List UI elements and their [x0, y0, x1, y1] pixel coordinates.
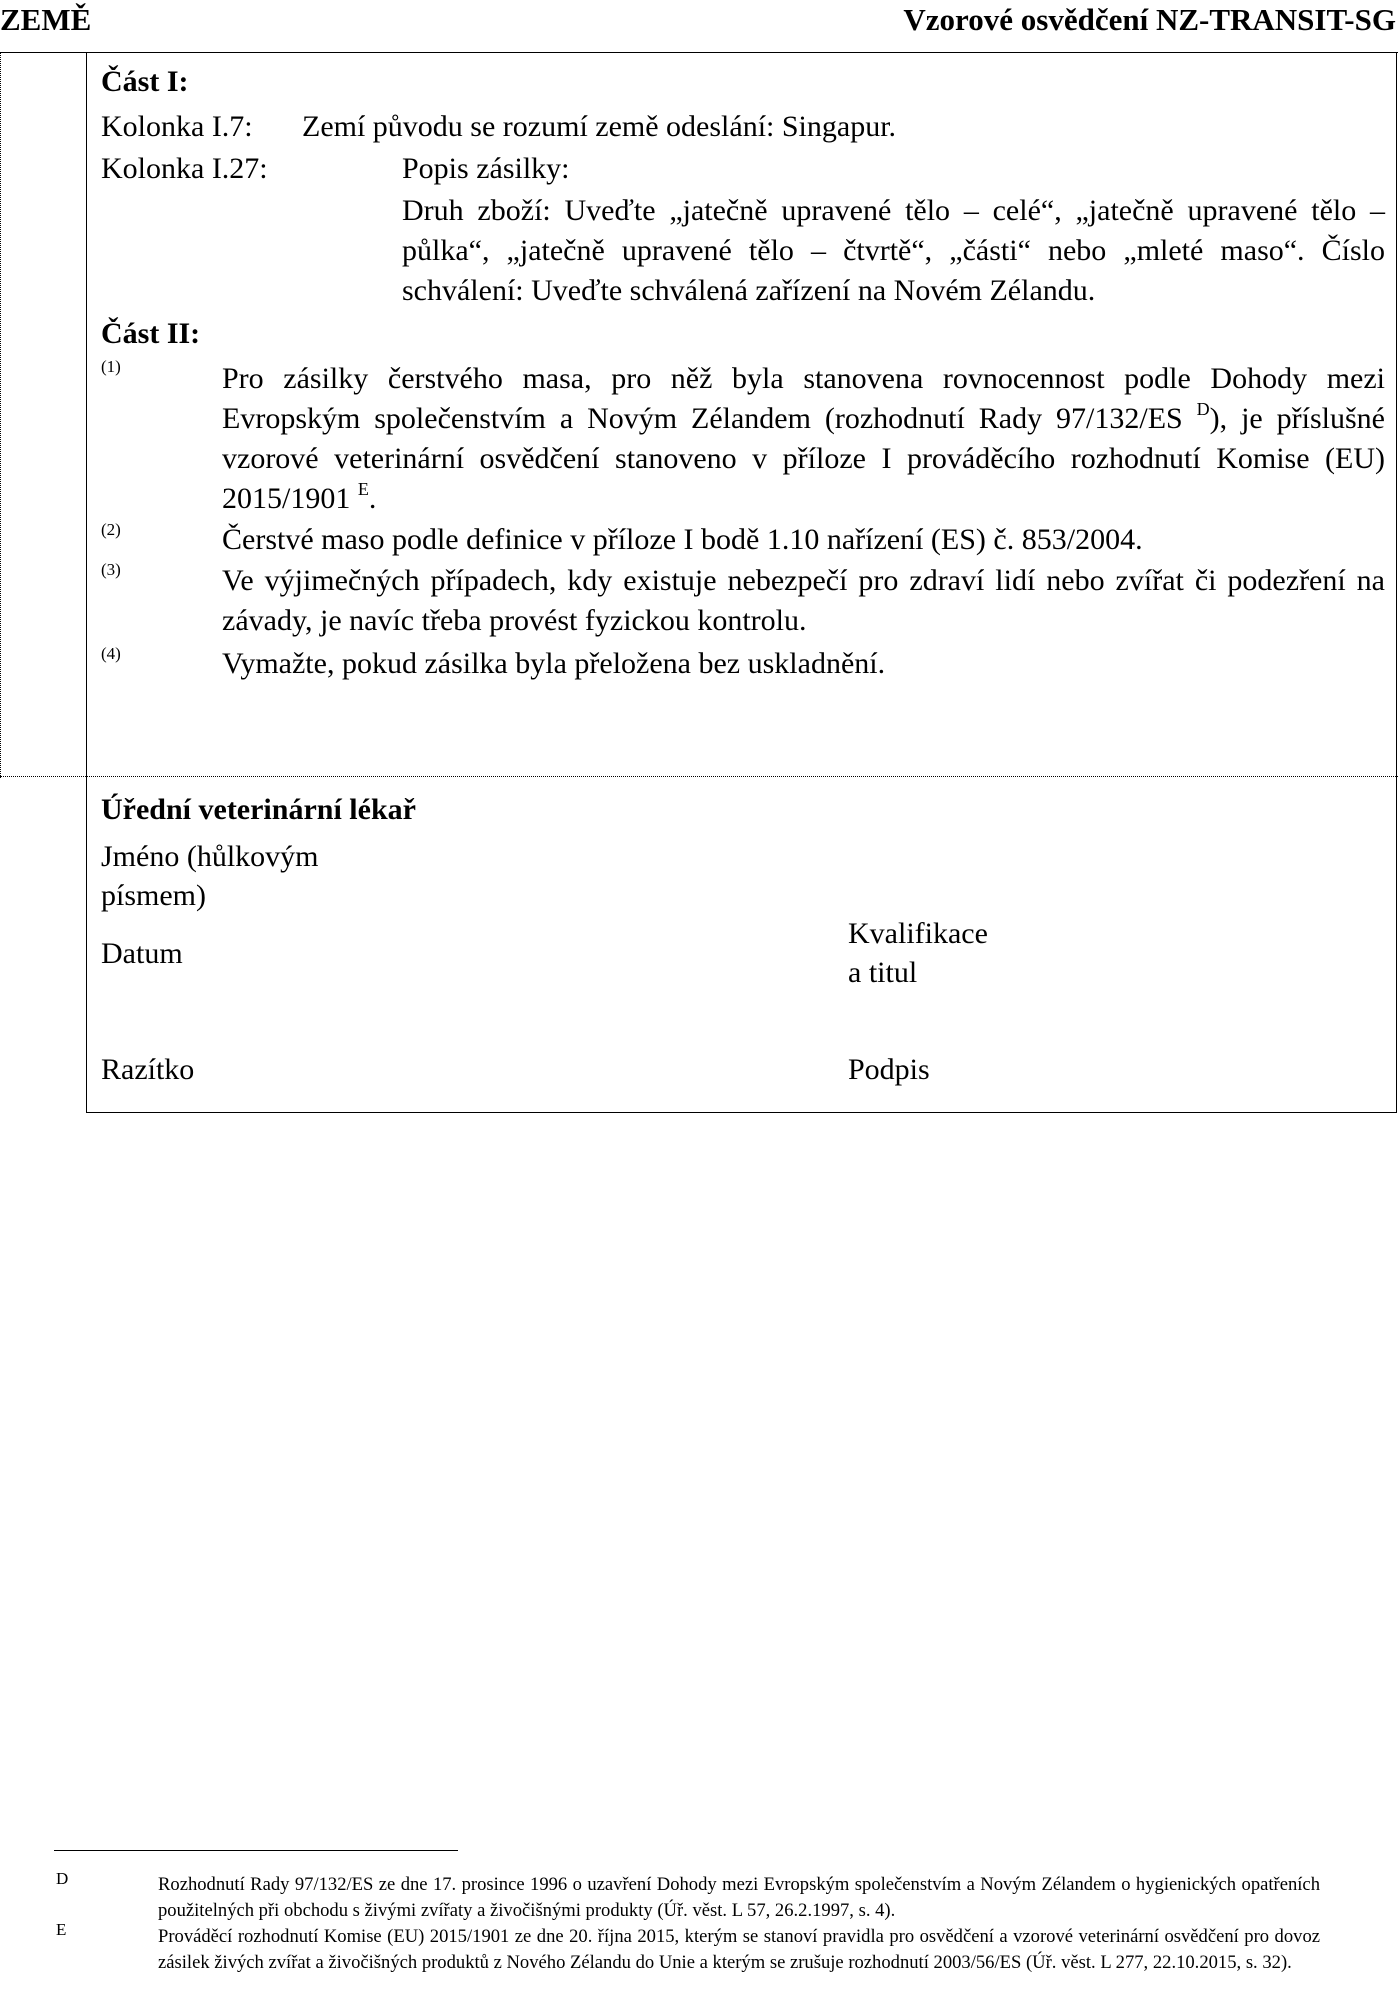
signature-title: Úřední veterinární lékař — [101, 793, 416, 826]
date-label: Datum — [101, 937, 183, 970]
signature-left-border — [86, 778, 87, 1113]
note-1-number: (1) — [101, 357, 121, 376]
footnote-d-text: Rozhodnutí Rady 97/132/ES ze dne 17. prosince 1996 o uzavření Dohody mezi Evropským společenstvím a Novým Zélandem o hygienických opatřeních použitelných při obchodu s živými zvířaty a živočišnými produkty (Úř. věst. L 57, 26.2.1997, s. 4). — [158, 1874, 1320, 1921]
qualification-label-line1: Kvalifikace — [848, 917, 988, 950]
box-i27-text: Druh zboží: Uveďte „jatečně upravené tělo – celé“, „jatečně upravené tělo – půlka“, „jatečně upravené tělo – čtvrtě“, „části“ nebo „mleté maso“. Číslo schválení: Uveďte schválená zařízení na Novém Zélandu. — [402, 194, 1385, 307]
header-country: ZEMĚ — [0, 2, 92, 37]
footnote-d-mark: D — [56, 1869, 69, 1888]
signature-right-border — [1396, 778, 1397, 1113]
note-1-text: Pro zásilky čerstvého masa, pro něž byla stanovena rovnocennost podle Dohody mezi Evropským společenstvím a Novým Zélandem (rozhodnutí Rady 97/132/ES $^D$), je příslušné vzorové veterinární osvědčení stanoveno v příloze I prováděcího rozhodnutí Komise (EU) 2015/1901 $^E$. — [222, 362, 1385, 515]
signature-bottom-border — [86, 1112, 1397, 1113]
footnote-ref-d: D — [1196, 399, 1210, 419]
note-3-number: (3) — [101, 560, 121, 579]
box-i7-label: Kolonka I.7: — [101, 110, 253, 143]
note-3-text: Ve výjimečných případech, kdy existuje nebezpečí pro zdraví lidí nebo zvířat či podezření na závady, je navíc třeba provést fyzickou kontrolu. — [222, 564, 1385, 637]
name-label-line2: písmem) — [101, 879, 206, 912]
qualification-label-line2: a titul — [848, 956, 918, 989]
sign-label: Podpis — [848, 1053, 930, 1086]
header-certificate-title: Vzorové osvědčení NZ-TRANSIT-SG — [903, 2, 1396, 37]
stamp-label: Razítko — [101, 1053, 195, 1086]
footnote-ref-e: E — [357, 479, 369, 499]
note-4-number: (4) — [101, 644, 121, 663]
bottom-dotted-border — [0, 776, 1398, 777]
name-label-line1: Jméno (hůlkovým — [101, 840, 319, 873]
box-i27-label: Kolonka I.27: — [101, 152, 268, 185]
left-dotted-border — [0, 52, 1, 778]
part1-title: Část I: — [101, 65, 189, 98]
inner-column-border — [86, 52, 87, 778]
right-border — [1396, 52, 1397, 778]
note-2-number: (2) — [101, 520, 121, 539]
box-i27-title: Popis zásilky: — [402, 152, 570, 185]
part2-title: Část II: — [101, 317, 201, 350]
footnote-separator — [54, 1850, 458, 1851]
footnote-e-text: Prováděcí rozhodnutí Komise (EU) 2015/1901 ze dne 20. října 2015, kterým se stanoví pravidla pro osvědčení a vzorové veterinární osvědčení pro dovoz zásilek živých zvířat a živočišných produktů z Nového Zélandu do Unie a kterým se zrušuje rozhodnutí 2003/56/ES (Úř. věst. L 277, 22.10.2015, s. 32). — [158, 1926, 1320, 1973]
footnote-e-mark: E — [56, 1920, 67, 1939]
box-i7-text: Zemí původu se rozumí země odeslání: Singapur. — [302, 110, 897, 143]
note-2-text: Čerstvé maso podle definice v příloze I bodě 1.10 nařízení (ES) č. 853/2004. — [222, 523, 1143, 556]
top-rule — [0, 52, 1398, 53]
note-4-text: Vymažte, pokud zásilka byla přeložena bez uskladnění. — [222, 647, 886, 680]
